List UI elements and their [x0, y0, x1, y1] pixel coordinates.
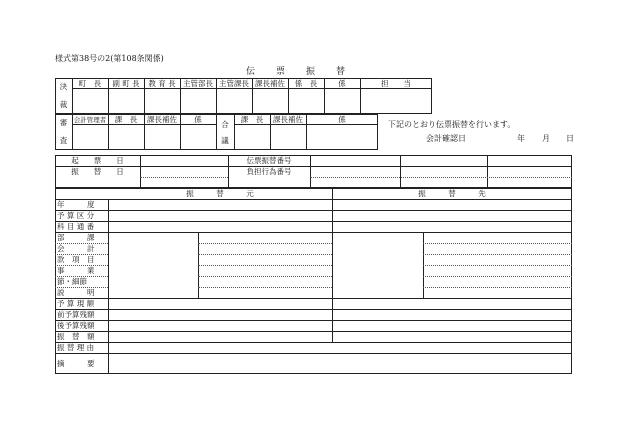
row-label: 予 算 区 分 — [57, 211, 95, 220]
approval-top-side-2: 裁 — [59, 99, 68, 109]
row-label: 振 替 理 由 — [57, 343, 95, 352]
approval-top-col: 主管課長 — [219, 78, 249, 88]
transfer-date-label: 振 替 日 — [71, 167, 124, 176]
cosign-col: 係 — [338, 114, 346, 124]
row-label: 年 度 — [57, 200, 95, 209]
approval-top-col: 副 町 長 — [112, 78, 140, 88]
form-title: 伝 票 振 替 — [246, 67, 347, 77]
confirm-month: 月 — [542, 134, 550, 143]
approval-top-col: 係 — [338, 78, 346, 88]
cosign-col: 課 長 — [240, 114, 264, 124]
confirm-label: 会計確認日 — [426, 134, 466, 143]
slip-number-label: 伝票振替番号 — [246, 156, 292, 165]
row-label: 会 計 — [57, 244, 95, 253]
row-label: 予 算 現 額 — [57, 299, 95, 308]
row-label: 説 明 — [57, 288, 95, 297]
approval-top-col: 教 育 長 — [148, 78, 176, 88]
row-label: 款 項 目 — [57, 255, 95, 264]
approval-top-col: 課長補佐 — [255, 78, 285, 88]
row-label: 科 目 通 番 — [57, 222, 95, 231]
row-label: 前予算残額 — [57, 310, 95, 319]
approval-bottom-col: 課 長 — [114, 114, 138, 124]
approval-top-col: 主管部長 — [183, 78, 213, 88]
approval-bottom-col: 会計管理者 — [73, 115, 107, 124]
row-label: 事 業 — [57, 266, 95, 275]
cosign-side-2: 議 — [221, 135, 229, 145]
approval-top-col: 町 長 — [78, 78, 102, 88]
commitment-number-label: 負担行為番号 — [246, 167, 292, 176]
approval-bottom-side-1: 審 — [59, 117, 68, 127]
approval-top-col: 係 長 — [294, 78, 318, 88]
row-label: 摘 要 — [57, 359, 95, 368]
issue-date-label: 起 票 日 — [71, 156, 124, 165]
row-label: 後予算残額 — [57, 321, 95, 330]
cosign-side-1: 合 — [221, 119, 229, 129]
approval-bottom-col: 課長補佐 — [147, 114, 177, 124]
statement-text: 下記のとおり伝票振替を行います。 — [388, 120, 516, 129]
confirm-year: 年 — [517, 134, 525, 143]
row-label: 振 替 額 — [57, 332, 95, 341]
approval-bottom-side-2: 査 — [59, 135, 68, 145]
cosign-col: 課長補佐 — [273, 114, 303, 124]
source-column-header: 振 替 元 — [186, 189, 254, 198]
form-id: 様式第38号の2(第108条関係) — [55, 54, 164, 63]
confirm-day: 日 — [566, 134, 574, 143]
approval-bottom-col: 係 — [194, 114, 202, 124]
row-label: 部 課 — [57, 233, 95, 242]
approval-top-side-1: 決 — [59, 81, 68, 91]
destination-column-header: 振 替 先 — [418, 189, 486, 198]
approval-top-col: 担 当 — [381, 78, 411, 88]
row-label: 節・細節 — [57, 277, 87, 286]
